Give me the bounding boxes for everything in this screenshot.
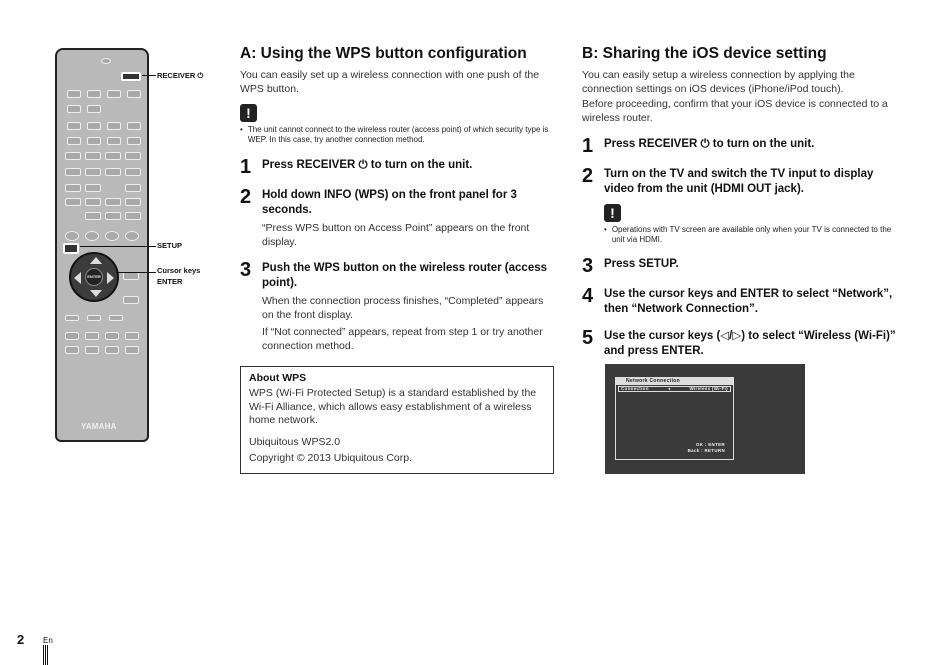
- receiver-power-button: [121, 72, 141, 81]
- remote-button: [87, 137, 101, 145]
- tv-menu-window: [615, 377, 734, 460]
- enter-key: ENTER: [85, 268, 103, 286]
- tv-footer-ok: OK : ENTER: [695, 442, 725, 447]
- step-detail: “Press WPS button on Access Point” appears on the front display.: [262, 222, 530, 248]
- setup-button: [63, 243, 79, 254]
- remote-button: [123, 296, 139, 304]
- step-text: Use the cursor keys and ENTER to select “Network”, then “Network Connection”.: [604, 288, 893, 315]
- step-number: 5: [582, 327, 594, 349]
- section-a-title: A: Using the WPS button configuration: [240, 45, 527, 62]
- tv-row-value: Wireless (Wi-Fi): [689, 386, 728, 391]
- remote-button: [109, 315, 123, 321]
- remote-button: [123, 272, 139, 280]
- remote-button: [125, 231, 139, 241]
- note-content: The unit cannot connect to the wireless router (access point) of which security type is WEP. In this case, try another connection method.: [247, 125, 549, 144]
- bullet: •: [604, 225, 607, 234]
- remote-button: [65, 168, 81, 176]
- callout-line: [142, 75, 156, 76]
- remote-button: [105, 198, 121, 206]
- step-b4: [582, 287, 897, 317]
- section-a-intro: You can easily set up a wireless connection with one push of the WPS button.: [240, 69, 540, 95]
- callout-receiver: RECEIVER ⏻: [157, 71, 204, 80]
- remote-button: [107, 137, 121, 145]
- step-number: 4: [582, 285, 594, 307]
- remote-button: [65, 152, 81, 160]
- step-text: Turn on the TV and switch the TV input to display video from the unit (HDMI OUT jack).: [604, 168, 874, 195]
- remote-button: [105, 168, 121, 176]
- step-number: 1: [582, 135, 594, 157]
- remote-button: [125, 168, 141, 176]
- note-icon: !: [604, 204, 621, 222]
- step-number: 2: [582, 165, 594, 187]
- remote-button: [65, 198, 81, 206]
- remote-button: [125, 332, 139, 340]
- step-text: Push the WPS button on the wireless router (access point).: [262, 262, 548, 289]
- remote-button: [125, 184, 141, 192]
- remote-button: [65, 332, 79, 340]
- step-a1: [240, 158, 555, 176]
- remote-button: [127, 122, 141, 130]
- step-number: 3: [582, 255, 594, 277]
- remote-button: [87, 122, 101, 130]
- remote-button: [65, 184, 81, 192]
- page-edge-bars: [43, 645, 50, 665]
- step-b3: [582, 257, 897, 275]
- section-b-title: B: Sharing the iOS device setting: [582, 45, 827, 62]
- remote-button: [101, 58, 111, 64]
- cursor-left-icon: [74, 272, 81, 284]
- remote-button: [125, 198, 141, 206]
- note-text: [240, 125, 555, 145]
- remote-button: [87, 105, 101, 113]
- step-a2: [240, 188, 555, 218]
- remote-button: [105, 346, 119, 354]
- remote-button: [85, 231, 99, 241]
- step-a3: [240, 261, 555, 291]
- remote-button: [85, 184, 101, 192]
- remote-button: [65, 315, 79, 321]
- remote-control-illustration: [55, 48, 149, 442]
- remote-button: [85, 346, 99, 354]
- step-detail: If “Not connected” appears, repeat from step 1 or try another connection method.: [262, 326, 543, 352]
- remote-button: [127, 90, 141, 98]
- remote-button: [85, 198, 101, 206]
- note-icon: !: [240, 104, 257, 122]
- step-text: Press RECEIVER ⏻ to turn on the unit.: [262, 159, 473, 171]
- remote-button: [105, 332, 119, 340]
- callout-setup: SETUP: [157, 241, 183, 250]
- cursor-down-icon: [90, 290, 102, 297]
- step-b1: [582, 137, 897, 155]
- remote-button: [125, 152, 141, 160]
- about-text: WPS (Wi-Fi Protected Setup) is a standard established by the Wi-Fi Alliance, which allows easy establishment of a wireless home network.: [249, 387, 537, 426]
- step-number: 1: [240, 156, 252, 178]
- remote-button: [125, 212, 141, 220]
- note-content: Operations with TV screen are available only when your TV is connected to the unit via HDMI.: [611, 225, 892, 244]
- remote-button: [85, 332, 99, 340]
- tv-screen-illustration: [605, 364, 805, 474]
- page-number: 2: [17, 632, 25, 647]
- bullet: •: [240, 125, 243, 134]
- remote-button: [67, 122, 81, 130]
- remote-button: [67, 90, 81, 98]
- step-text: Use the cursor keys (◁/▷) to select “Wireless (Wi-Fi)” and press ENTER.: [604, 330, 896, 357]
- cursor-right-icon: [107, 272, 114, 284]
- step-b5: [582, 329, 897, 359]
- remote-button: [67, 137, 81, 145]
- section-b-intro: You can easily setup a wireless connection by applying the connection settings on iOS devices (iPhone/iPod touch).: [582, 69, 855, 95]
- tv-menu-footer: [688, 442, 725, 454]
- tv-row-label: Connection: [621, 386, 649, 391]
- callout-cursor-keys: Cursor keys: [157, 266, 201, 275]
- remote-button: [105, 212, 121, 220]
- remote-button: [65, 346, 79, 354]
- step-number: 3: [240, 259, 252, 281]
- section-wps: [240, 45, 555, 353]
- about-text: Copyright © 2013 Ubiquitous Corp.: [249, 452, 412, 464]
- remote-button: [85, 168, 101, 176]
- page-language: En: [43, 636, 53, 645]
- step-number: 2: [240, 186, 252, 208]
- remote-button: [87, 315, 101, 321]
- remote-button: [127, 137, 141, 145]
- step-text: Press RECEIVER ⏻ to turn on the unit.: [604, 138, 815, 150]
- remote-button: [107, 90, 121, 98]
- remote-button: [67, 105, 81, 113]
- tv-menu-title: Network Connection: [616, 378, 733, 385]
- callout-enter: ENTER: [157, 277, 183, 286]
- step-text: Press SETUP.: [604, 258, 679, 270]
- callout-line: [80, 246, 156, 247]
- yamaha-logo: YAMAHA: [81, 422, 117, 431]
- section-ios: [582, 45, 897, 359]
- remote-button: [125, 346, 139, 354]
- about-title: About WPS: [249, 372, 307, 384]
- step-b2: [582, 167, 897, 197]
- step-text: Hold down INFO (WPS) on the front panel for 3 seconds.: [262, 189, 517, 216]
- step-detail: When the connection process finishes, “Completed” appears on the front display.: [262, 295, 544, 321]
- about-wps-box: [240, 366, 554, 474]
- remote-button: [85, 152, 101, 160]
- tv-row-arrow-icon: ◂: [667, 386, 671, 391]
- remote-button: [85, 212, 101, 220]
- cursor-keys-pad: [69, 252, 119, 302]
- tv-footer-back: Back : RETURN: [687, 448, 725, 453]
- about-text: Ubiquitous WPS2.0: [249, 435, 341, 448]
- remote-button: [107, 122, 121, 130]
- note-text: [604, 225, 897, 245]
- remote-button: [105, 152, 121, 160]
- cursor-up-icon: [90, 257, 102, 264]
- section-b-intro: Before proceeding, confirm that your iOS device is connected to a wireless router.: [582, 98, 888, 124]
- remote-button: [65, 231, 79, 241]
- remote-button: [87, 90, 101, 98]
- tv-menu-row: [618, 386, 731, 392]
- callout-line: [116, 272, 156, 273]
- remote-button: [105, 231, 119, 241]
